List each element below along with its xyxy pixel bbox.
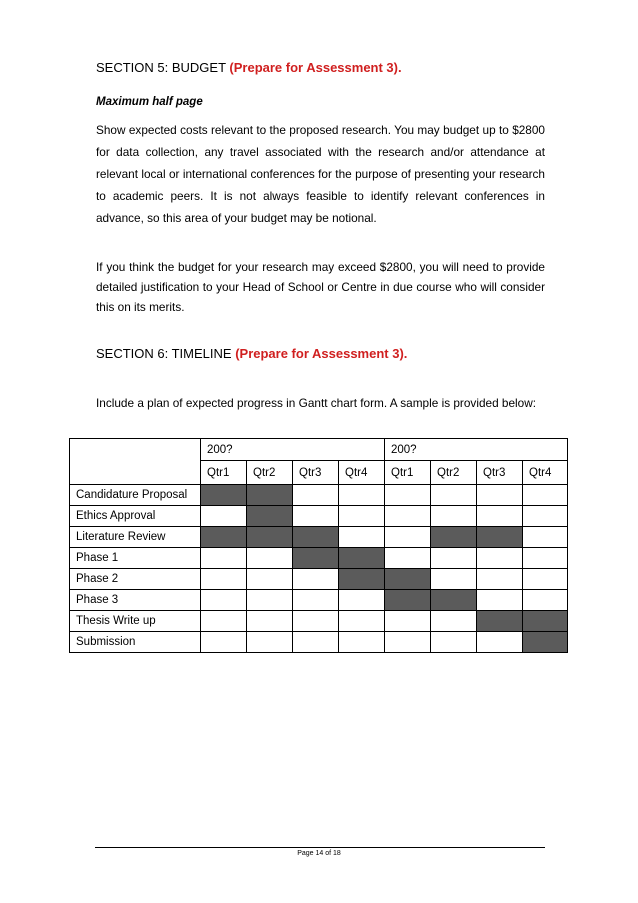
gantt-task-label: Submission	[70, 632, 201, 653]
gantt-empty-cell	[477, 632, 523, 653]
gantt-empty-cell	[247, 569, 293, 590]
section-6-title: SECTION 6: TIMELINE	[96, 346, 236, 361]
gantt-task-row	[70, 527, 568, 548]
gantt-empty-cell	[201, 590, 247, 611]
gantt-filled-cell	[385, 590, 431, 611]
section-5-paragraph-2: If you think the budget for your research may exceed $2800, you will need to provide detailed justification to your Head of School or Centre in due course who will consider this on its merits.	[96, 260, 545, 314]
gantt-filled-cell	[523, 632, 568, 653]
gantt-empty-cell	[523, 527, 568, 548]
gantt-filled-cell	[293, 527, 339, 548]
gantt-empty-cell	[477, 590, 523, 611]
gantt-empty-cell	[385, 548, 431, 569]
gantt-empty-cell	[201, 548, 247, 569]
gantt-empty-cell	[523, 590, 568, 611]
gantt-empty-cell	[247, 548, 293, 569]
gantt-empty-cell	[339, 611, 385, 632]
gantt-year-2: 200?	[385, 439, 568, 461]
gantt-filled-cell	[523, 611, 568, 632]
gantt-filled-cell	[339, 569, 385, 590]
gantt-quarter-header: Qtr3	[293, 461, 339, 485]
gantt-empty-cell	[385, 506, 431, 527]
gantt-empty-cell	[247, 632, 293, 653]
gantt-year-row	[70, 439, 568, 461]
section-6-note: (Prepare for Assessment 3).	[235, 346, 408, 361]
section-6-intro: Include a plan of expected progress in Gantt chart form. A sample is provided below:	[96, 396, 537, 410]
gantt-empty-cell	[431, 485, 477, 506]
gantt-task-row	[70, 506, 568, 527]
gantt-filled-cell	[385, 569, 431, 590]
gantt-empty-cell	[477, 548, 523, 569]
gantt-empty-cell	[339, 485, 385, 506]
gantt-task-row	[70, 611, 568, 632]
section-5-subtitle: Maximum half page	[96, 96, 203, 108]
gantt-empty-cell	[385, 632, 431, 653]
gantt-task-row	[70, 485, 568, 506]
gantt-empty-cell	[293, 590, 339, 611]
gantt-task-row	[70, 548, 568, 569]
gantt-empty-cell	[477, 506, 523, 527]
gantt-empty-cell	[339, 632, 385, 653]
section-5-title: SECTION 5: BUDGET	[96, 60, 230, 75]
page-number: Page 14 of 18	[297, 850, 341, 857]
gantt-empty-cell	[201, 632, 247, 653]
gantt-empty-cell	[385, 611, 431, 632]
gantt-empty-cell	[431, 611, 477, 632]
gantt-empty-cell	[339, 527, 385, 548]
gantt-quarter-header: Qtr4	[523, 461, 568, 485]
gantt-empty-cell	[431, 548, 477, 569]
gantt-filled-cell	[431, 527, 477, 548]
gantt-empty-cell	[293, 611, 339, 632]
gantt-empty-cell	[247, 590, 293, 611]
gantt-empty-cell	[201, 569, 247, 590]
gantt-empty-cell	[293, 485, 339, 506]
gantt-empty-cell	[431, 632, 477, 653]
gantt-year-1: 200?	[201, 439, 385, 461]
section-5-paragraph-1: Show expected costs relevant to the proposed research. You may budget up to $2800 for data collection, any travel associated with the research and/or attendance at relevant local or international conferences for the purpose of presenting your research to academic peers. It is not always feasible to identify relevant conferences in advance, so this area of your budget may be notional.	[96, 123, 545, 225]
gantt-empty-cell	[385, 485, 431, 506]
gantt-empty-cell	[523, 548, 568, 569]
gantt-task-row	[70, 632, 568, 653]
gantt-chart	[69, 438, 568, 653]
gantt-filled-cell	[247, 485, 293, 506]
gantt-empty-cell	[293, 569, 339, 590]
section-5-heading	[96, 60, 402, 75]
gantt-empty-cell	[431, 506, 477, 527]
gantt-empty-cell	[293, 632, 339, 653]
gantt-empty-cell	[339, 506, 385, 527]
gantt-filled-cell	[201, 527, 247, 548]
gantt-empty-cell	[247, 611, 293, 632]
section-5-note: (Prepare for Assessment 3).	[229, 60, 402, 75]
gantt-empty-cell	[523, 506, 568, 527]
gantt-task-label: Literature Review	[70, 527, 201, 548]
gantt-task-label: Phase 2	[70, 569, 201, 590]
gantt-filled-cell	[201, 485, 247, 506]
gantt-quarter-header: Qtr2	[247, 461, 293, 485]
gantt-filled-cell	[247, 527, 293, 548]
gantt-filled-cell	[477, 527, 523, 548]
section-6-heading	[96, 346, 407, 361]
gantt-quarter-header: Qtr1	[385, 461, 431, 485]
gantt-task-label: Phase 1	[70, 548, 201, 569]
footer-divider	[95, 847, 545, 848]
gantt-empty-cell	[385, 527, 431, 548]
gantt-filled-cell	[293, 548, 339, 569]
gantt-empty-cell	[201, 611, 247, 632]
gantt-empty-cell	[201, 506, 247, 527]
gantt-filled-cell	[339, 548, 385, 569]
gantt-quarter-header: Qtr3	[477, 461, 523, 485]
gantt-empty-cell	[523, 569, 568, 590]
gantt-task-label: Phase 3	[70, 590, 201, 611]
gantt-task-label: Candidature Proposal	[70, 485, 201, 506]
gantt-empty-cell	[477, 485, 523, 506]
gantt-filled-cell	[477, 611, 523, 632]
gantt-task-label: Ethics Approval	[70, 506, 201, 527]
gantt-empty-cell	[431, 569, 477, 590]
gantt-quarter-header: Qtr2	[431, 461, 477, 485]
gantt-empty-cell	[477, 569, 523, 590]
gantt-task-row	[70, 569, 568, 590]
gantt-quarter-header: Qtr1	[201, 461, 247, 485]
gantt-filled-cell	[247, 506, 293, 527]
gantt-quarter-header: Qtr4	[339, 461, 385, 485]
gantt-corner-cell	[70, 439, 201, 485]
gantt-task-row	[70, 590, 568, 611]
gantt-task-label: Thesis Write up	[70, 611, 201, 632]
gantt-empty-cell	[523, 485, 568, 506]
gantt-empty-cell	[293, 506, 339, 527]
gantt-empty-cell	[339, 590, 385, 611]
gantt-filled-cell	[431, 590, 477, 611]
